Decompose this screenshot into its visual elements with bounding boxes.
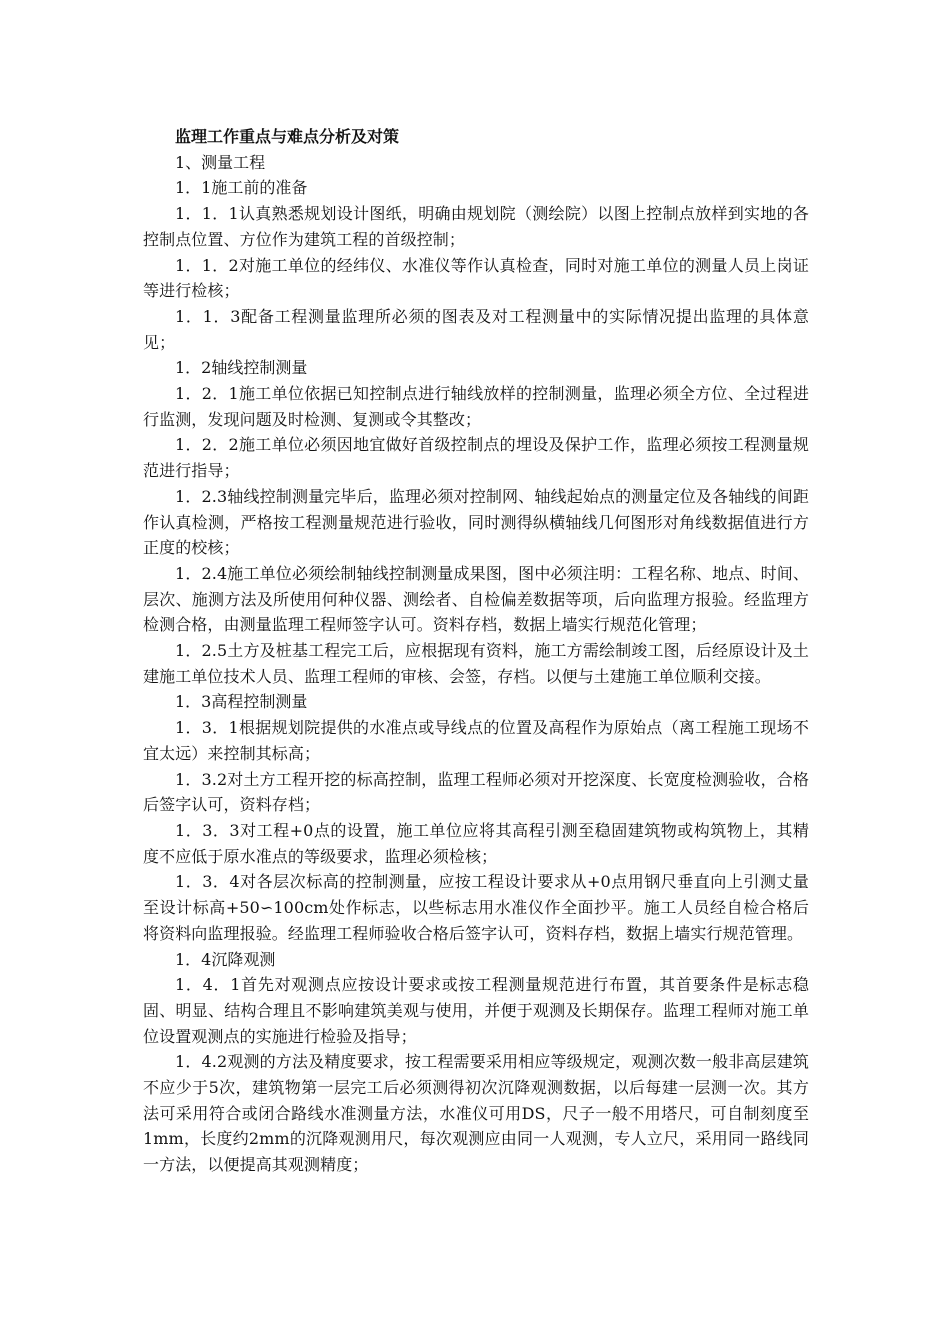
section-heading-measurement: 1、测量工程 — [175, 152, 266, 172]
paragraph-1-3-3: 1．3．3对工程+0点的设置，施工单位应将其高程引测至稳固建筑物或构筑物上，其精度不应低于原水准点的等级要求，监理必须检核； — [143, 820, 809, 866]
document-page — [143, 124, 809, 1178]
paragraph-1-3-1: 1．3．1根据规划院提供的水准点或导线点的位置及高程作为原始点（离工程施工现场不宜太远）来控制其标高； — [143, 718, 809, 763]
subsection-heading-preparation: 1．1施工前的准备 — [175, 178, 308, 198]
paragraph-1-2-5: 1．2.5土方及桩基工程完工后，应根据现有资料，施工方需绘制竣工图，后经原设计及土建施工单位技术人员、监理工程师的审核、会签，存档。以便与土建施工单位顺利交接。 — [143, 641, 809, 686]
paragraph-1-1-1: 1．1．1认真熟悉规划设计图纸，明确由规划院（测绘院）以图上控制点放样到实地的各控制点位置、方位作为建筑工程的首级控制； — [143, 204, 809, 249]
subsection-heading-axis-control: 1．2轴线控制测量 — [175, 358, 308, 378]
paragraph-1-2-1: 1．2．1施工单位依据已知控制点进行轴线放样的控制测量，监理必须全方位、全过程进行监测，发现问题及时检测、复测或令其整改； — [143, 384, 809, 429]
document-title: 监理工作重点与难点分析及对策 — [175, 127, 400, 146]
subsection-heading-settlement: 1．4沉降观测 — [175, 949, 276, 969]
paragraph-1-3-4: 1．3．4对各层次标高的控制测量，应按工程设计要求从+0点用钢尺垂直向上引测丈量至设计标高+50∽100cm处作标志，以些标志用水准仪作全面抄平。施工人员经自检合格后将资料向监理报验。经监理工程师验收合格后签字认可，资料存档，数据上墙实行规范管理。 — [143, 872, 809, 943]
paragraph-1-3-2: 1．3.2对土方工程开挖的标高控制，监理工程师必须对开挖深度、长宽度检测验收，合格后签字认可，资料存档； — [143, 769, 809, 815]
paragraph-1-4-2: 1．4.2观测的方法及精度要求，按工程需要采用相应等级规定，观测次数一般非高层建筑不应少于5次，建筑物第一层完工后必须测得初次沉降观测数据，以后每建一层测一次。其方法可采用符合或闭合路线水准测量方法，水准仪可用DS，尺子一般不用塔尺，可自制刻度至1mm，长度约2mm的沉降观测用尺，每次观测应由同一人观测，专人立尺，采用同一路线同一方法，以便提高其观测精度； — [143, 1052, 809, 1175]
paragraph-1-4-1: 1．4．1首先对观测点应按设计要求或按工程测量规范进行布置，其首要条件是标志稳固、明显、结构合理且不影响建筑美观与使用，并便于观测及长期保存。监理工程师对施工单位设置观测点的实施进行检验及指导； — [143, 975, 809, 1046]
subsection-heading-elevation-control: 1．3高程控制测量 — [175, 692, 308, 712]
paragraph-1-1-3: 1．1．3配备工程测量监理所必须的图表及对工程测量中的实际情况提出监理的具体意见； — [143, 306, 809, 352]
paragraph-1-2-2: 1．2．2施工单位必须因地宜做好首级控制点的埋设及保护工作，监理必须按工程测量规范进行指导； — [143, 435, 809, 481]
paragraph-1-2-3: 1．2.3轴线控制测量完毕后，监理必须对控制网、轴线起始点的测量定位及各轴线的间距作认真检测，严格按工程测量规范进行验收，同时测得纵横轴线几何图形对角线数据值进行方正度的校核； — [143, 486, 809, 558]
paragraph-1-1-2: 1．1．2对施工单位的经纬仪、水准仪等作认真检查，同时对施工单位的测量人员上岗证等进行检核； — [143, 255, 809, 301]
paragraph-1-2-4: 1．2.4施工单位必须绘制轴线控制测量成果图，图中必须注明：工程名称、地点、时间、层次、施测方法及所使用何种仪器、测绘者、自检偏差数据等项，后向监理方报验。经监理方检测合格，由测量监理工程师签字认可。资料存档，数据上墙实行规范化管理； — [143, 563, 809, 635]
